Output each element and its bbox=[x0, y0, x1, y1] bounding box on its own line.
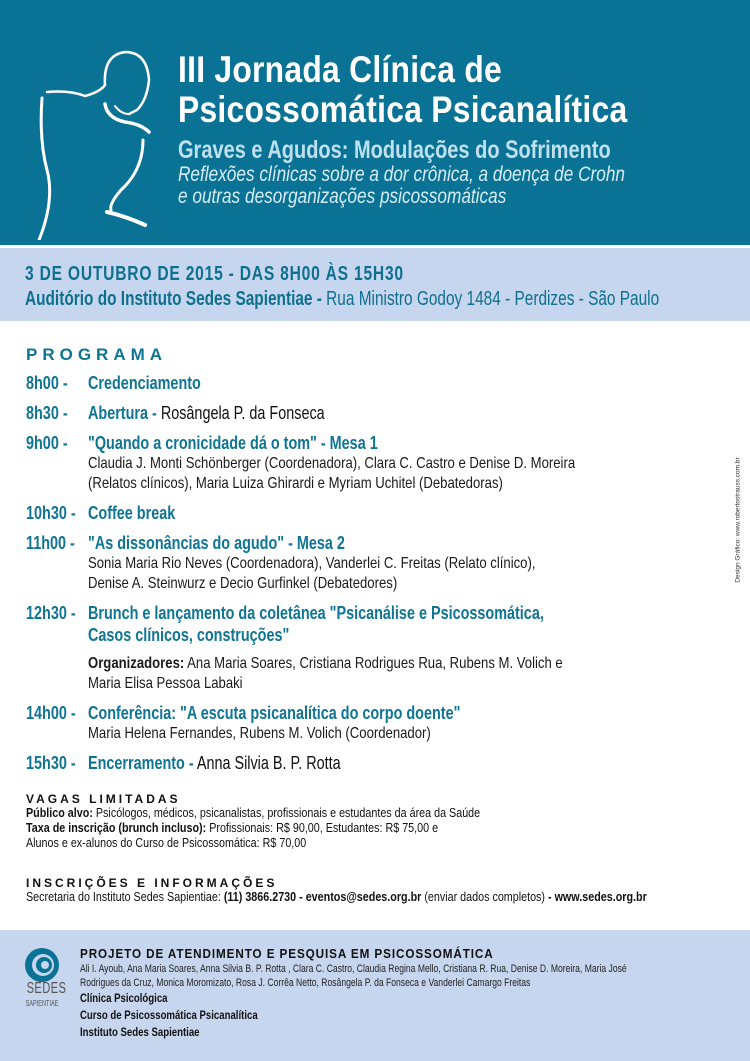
program-title: Brunch e lançamento da coletânea "Psicanálise e Psicossomática, bbox=[88, 603, 544, 623]
logo-subtext: SAPIENTIAE bbox=[25, 999, 59, 1008]
org-clinica: Clínica Psicológica bbox=[80, 991, 168, 1005]
footer-band bbox=[0, 930, 750, 1061]
program-item bbox=[26, 502, 716, 524]
program-time: 11h00 - bbox=[26, 533, 75, 553]
org-curso: Curso de Psicossomática Psicanalítica bbox=[80, 1008, 258, 1022]
program-title-cont: Casos clínicos, construções" bbox=[88, 625, 290, 645]
event-venue bbox=[25, 288, 659, 311]
publico-text: Psicólogos, médicos, psicanalistas, profissionais e estudantes da área da Saúde bbox=[92, 806, 481, 820]
inscricoes-section bbox=[26, 876, 736, 905]
program-speaker: Rosângela P. da Fonseca bbox=[156, 403, 325, 423]
project-title: PROJETO DE ATENDIMENTO E PESQUISA EM PSICOSSOMÁTICA bbox=[80, 946, 494, 961]
logo-text: SEDES bbox=[26, 980, 67, 997]
program-title bbox=[88, 402, 590, 424]
organizers-label: Organizadores: bbox=[88, 655, 185, 672]
program-desc: Denise A. Steinwurz e Decio Gurfinkel (Debatedores) bbox=[88, 575, 398, 592]
program-time: 9h00 - bbox=[26, 433, 68, 453]
program-time: 8h30 - bbox=[26, 403, 68, 423]
program-title-text: Encerramento - bbox=[88, 753, 194, 773]
program-list bbox=[26, 372, 716, 782]
project-members: Ali I. Ayoub, Ana Maria Soares, Anna Silvia B. P. Rotta , Clara C. Castro, Claudia Regina Mello, Cristiana R. Rua, Denise D. Moreira, Maria José bbox=[80, 963, 627, 975]
program-item bbox=[26, 432, 716, 494]
vagas-heading: VAGAS LIMITADAS bbox=[26, 792, 181, 806]
org-instituto: Instituto Sedes Sapientiae bbox=[80, 1025, 200, 1039]
program-speaker: Anna Silvia B. P. Rotta bbox=[193, 753, 341, 773]
organizers-names: Ana Maria Soares, Cristiana Rodrigues Rua, Rubens M. Volich e bbox=[184, 655, 563, 672]
website-link[interactable]: - www.sedes.org.br bbox=[548, 890, 647, 904]
publico-label: Público alvo: bbox=[26, 806, 93, 820]
contact-note: (enviar dados completos) bbox=[421, 890, 549, 904]
footer-text bbox=[80, 946, 740, 1041]
contact-phone-email[interactable]: (11) 3866.2730 - eventos@sedes.org.br bbox=[223, 890, 422, 904]
program-item bbox=[26, 532, 716, 594]
program-item bbox=[26, 602, 716, 694]
program-item bbox=[26, 402, 716, 424]
program-title bbox=[88, 752, 590, 774]
vagas-section bbox=[26, 792, 726, 851]
program-item bbox=[26, 372, 716, 394]
taxa-alunos: Alunos e ex-alunos do Curso de Psicossomática: R$ 70,00 bbox=[26, 836, 307, 850]
contact-line bbox=[26, 890, 647, 905]
program-title: Conferência: "A escuta psicanalítica do corpo doente" bbox=[88, 703, 461, 723]
program-desc: Maria Helena Fernandes, Rubens M. Volich (Coordenador) bbox=[88, 725, 431, 742]
event-tagline-line1: Reflexões clínicas sobre a dor crônica, a doença de Crohn bbox=[178, 163, 626, 186]
human-figure-icon bbox=[25, 50, 155, 240]
taxa-label: Taxa de inscrição (brunch incluso): bbox=[26, 821, 207, 835]
program-title: "As dissonâncias do agudo" - Mesa 2 bbox=[88, 533, 345, 553]
taxa-text: Profissionais: R$ 90,00, Estudantes: R$ 75,00 e bbox=[206, 821, 439, 835]
event-date: 3 DE OUTUBRO DE 2015 - DAS 8H00 ÀS 15H30 bbox=[25, 263, 404, 285]
contact-prefix: Secretaria do Instituto Sedes Sapientiae: bbox=[26, 890, 224, 904]
venue-name: Auditório do Instituto Sedes Sapientiae - bbox=[25, 288, 322, 310]
program-desc bbox=[88, 654, 603, 674]
event-tagline-line2: e outras desorganizações psicossomáticas bbox=[178, 185, 507, 208]
program-desc: Claudia J. Monti Schönberger (Coordenadora), Clara C. Castro e Denise D. Moreira bbox=[88, 455, 576, 472]
program-desc: (Relatos clínicos), Maria Luiza Ghirardi e Myriam Uchitel (Debatedoras) bbox=[88, 475, 503, 492]
header-banner bbox=[0, 0, 750, 245]
publico-alvo bbox=[26, 806, 628, 821]
program-item bbox=[26, 752, 716, 774]
event-subtitle: Graves e Agudos: Modulações do Sofrimento bbox=[178, 136, 611, 164]
program-time: 14h00 - bbox=[26, 703, 76, 723]
sedes-logo bbox=[20, 947, 67, 1017]
program-title: Credenciamento bbox=[88, 373, 201, 393]
program-time: 15h30 - bbox=[26, 753, 76, 773]
program-desc: Maria Elisa Pessoa Labaki bbox=[88, 675, 243, 692]
design-credit bbox=[731, 430, 745, 610]
program-title-text: Abertura - bbox=[88, 403, 157, 423]
design-credit-text: Design Gráfico: www.robertostrauss.com.br bbox=[734, 457, 742, 583]
project-members: Rodrigues da Cruz, Monica Moromizato, Rosa J. Corrêa Netto, Rosângela P. da Fonseca e Vanderlei Camargo Freitas bbox=[80, 977, 531, 989]
taxa-inscricao bbox=[26, 821, 628, 836]
venue-address: Rua Ministro Godoy 1484 - Perdizes - São Paulo bbox=[321, 288, 660, 310]
program-time: 10h30 - bbox=[26, 503, 76, 523]
program-time: 12h30 - bbox=[26, 603, 76, 623]
title-block bbox=[178, 50, 723, 208]
program-title: "Quando a cronicidade dá o tom" - Mesa 1 bbox=[88, 433, 378, 453]
program-item bbox=[26, 702, 716, 744]
spiral-logo-icon bbox=[20, 947, 64, 983]
date-venue-band bbox=[0, 248, 750, 321]
event-title-line1: III Jornada Clínica de bbox=[178, 49, 502, 90]
programa-heading: PROGRAMA bbox=[26, 345, 168, 364]
event-title-line2: Psicossomática Psicanalítica bbox=[178, 89, 628, 130]
program-title: Coffee break bbox=[88, 503, 176, 523]
program-desc: Sonia Maria Rio Neves (Coordenadora), Vanderlei C. Freitas (Relato clínico), bbox=[88, 555, 536, 572]
program-time: 8h00 - bbox=[26, 373, 68, 393]
inscricoes-heading: INSCRIÇÕES E INFORMAÇÕES bbox=[26, 876, 278, 890]
